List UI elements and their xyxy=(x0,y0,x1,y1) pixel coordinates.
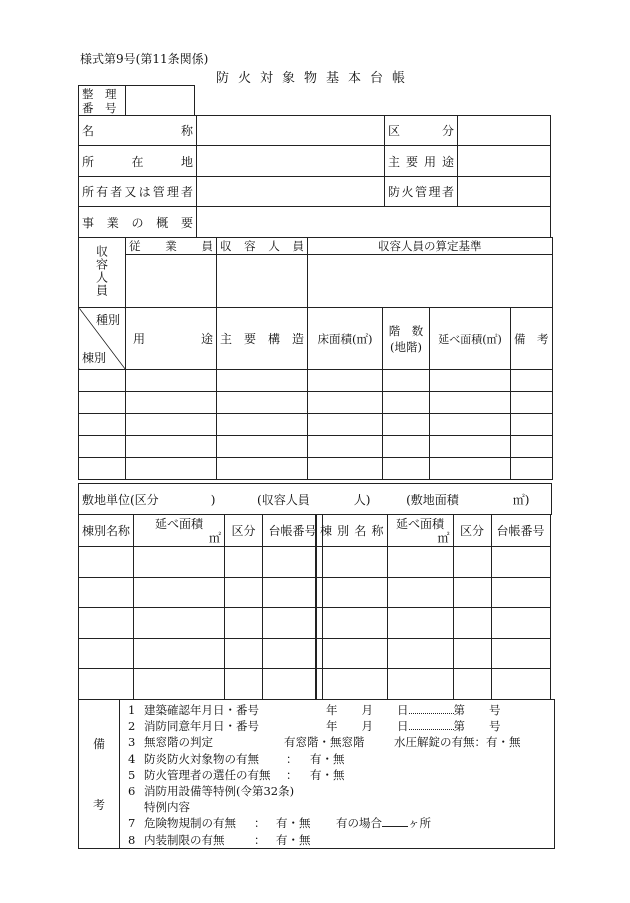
name-field[interactable] xyxy=(197,116,385,146)
use-header: 用 途 xyxy=(126,308,217,370)
remarks-item: 4 防炎防火対象物の有無 ： 有・無 xyxy=(128,751,345,766)
remarks-item: 6 消防用設備等特例(令第32条) xyxy=(128,783,295,798)
bldg-name-header: 棟別名称 xyxy=(79,515,134,547)
site-unit-cell: 敷地単位(区分 ) (収容人員 人) (敷地面積 ㎡) xyxy=(79,484,552,515)
building-label: 棟別 xyxy=(82,351,107,365)
table-row xyxy=(316,639,550,669)
type-label: 種別 xyxy=(95,313,120,327)
main-use-field[interactable] xyxy=(458,146,551,177)
remarks-list xyxy=(120,700,555,849)
ledger-number-field[interactable] xyxy=(126,86,195,116)
building-list-right xyxy=(315,514,551,700)
bldg-area-header: 延べ面積 ㎡ xyxy=(134,515,225,547)
ledger-number-label: 整 理 番 号 xyxy=(79,86,126,116)
business-field[interactable] xyxy=(197,207,551,238)
occupancy-building-table xyxy=(78,237,553,480)
table-row xyxy=(79,392,553,414)
table-row xyxy=(316,608,550,639)
table-row xyxy=(316,578,550,608)
bldg-name-header: 棟別名称 xyxy=(316,515,387,547)
total-area-header: 延べ面積(㎡) xyxy=(430,308,511,370)
bldg-ledger-header: 台帳番号 xyxy=(491,515,550,547)
occupants-field[interactable] xyxy=(217,255,308,308)
owner-field[interactable] xyxy=(197,177,385,207)
fire-manager-label: 防火管理者 xyxy=(385,177,458,207)
form-code: 様式第9号(第11条関係) xyxy=(80,52,209,66)
remarks-item: 1 建築確認年月日・番号 年 月 日 第 号 xyxy=(128,703,501,717)
table-row xyxy=(79,547,323,578)
address-field[interactable] xyxy=(197,146,385,177)
class-label: 区 分 xyxy=(385,116,458,146)
business-label: 事業の概要 xyxy=(79,207,197,238)
structure-header: 主 要 構 造 xyxy=(217,308,308,370)
remarks-header: 備 考 xyxy=(511,308,553,370)
owner-label: 所有者又は管理者 xyxy=(79,177,197,207)
employees-field[interactable] xyxy=(126,255,217,308)
remarks-item: 2 消防同意年月日・番号 年 月 日 第 号 xyxy=(128,719,501,734)
ledger-number-box xyxy=(78,85,195,116)
basic-info-table xyxy=(78,115,551,238)
table-row xyxy=(79,669,323,700)
bldg-class-header: 区分 xyxy=(225,515,263,547)
remarks-item: 7 危険物規制の有無 ： 有・無 有の場合 ヶ所 xyxy=(128,816,431,831)
bldg-ledger-header: 台帳番号 xyxy=(263,515,323,547)
table-row xyxy=(79,639,323,669)
employees-header: 従 業 員 xyxy=(126,238,217,255)
name-label: 名 称 xyxy=(79,116,197,146)
remarks-item: 5 防火管理者の選任の有無 ： 有・無 xyxy=(128,767,345,782)
building-list-left xyxy=(78,514,323,700)
table-row xyxy=(316,547,550,578)
table-row xyxy=(79,458,553,480)
occupancy-side-label: 収容人員 xyxy=(79,238,126,308)
remarks-item: 特例内容 xyxy=(144,800,190,815)
table-row xyxy=(79,578,323,608)
table-row xyxy=(79,370,553,392)
floor-area-header: 床面積(㎡) xyxy=(308,308,383,370)
remarks-item: 3 無窓階の判定 有窓階・無窓階 水圧解錠の有無：有・無 xyxy=(128,735,521,750)
diagonal-header-cell xyxy=(79,308,126,370)
page-title: 防火対象物基本台帳 xyxy=(215,71,414,86)
fire-manager-field[interactable] xyxy=(458,177,551,207)
table-row xyxy=(79,414,553,436)
site-unit-bar xyxy=(78,483,552,515)
remarks-item: 8 内装制限の有無 ： 有・無 xyxy=(128,832,311,847)
occupants-header: 収 容 人 員 xyxy=(217,238,308,255)
basis-header: 収容人員の算定基準 xyxy=(308,238,553,255)
table-row xyxy=(316,669,550,700)
floors-header: 階 数 (地階) xyxy=(383,308,430,370)
main-use-label: 主要用途 xyxy=(385,146,458,177)
remarks-side-label: 備 考 xyxy=(79,700,120,849)
class-field[interactable] xyxy=(458,116,551,146)
table-row xyxy=(79,436,553,458)
address-label: 所 在 地 xyxy=(79,146,197,177)
bldg-area-header: 延べ面積 ㎡ xyxy=(387,515,453,547)
remarks-table xyxy=(78,699,555,849)
bldg-class-header: 区分 xyxy=(453,515,491,547)
table-row xyxy=(79,608,323,639)
basis-field[interactable] xyxy=(308,255,553,308)
